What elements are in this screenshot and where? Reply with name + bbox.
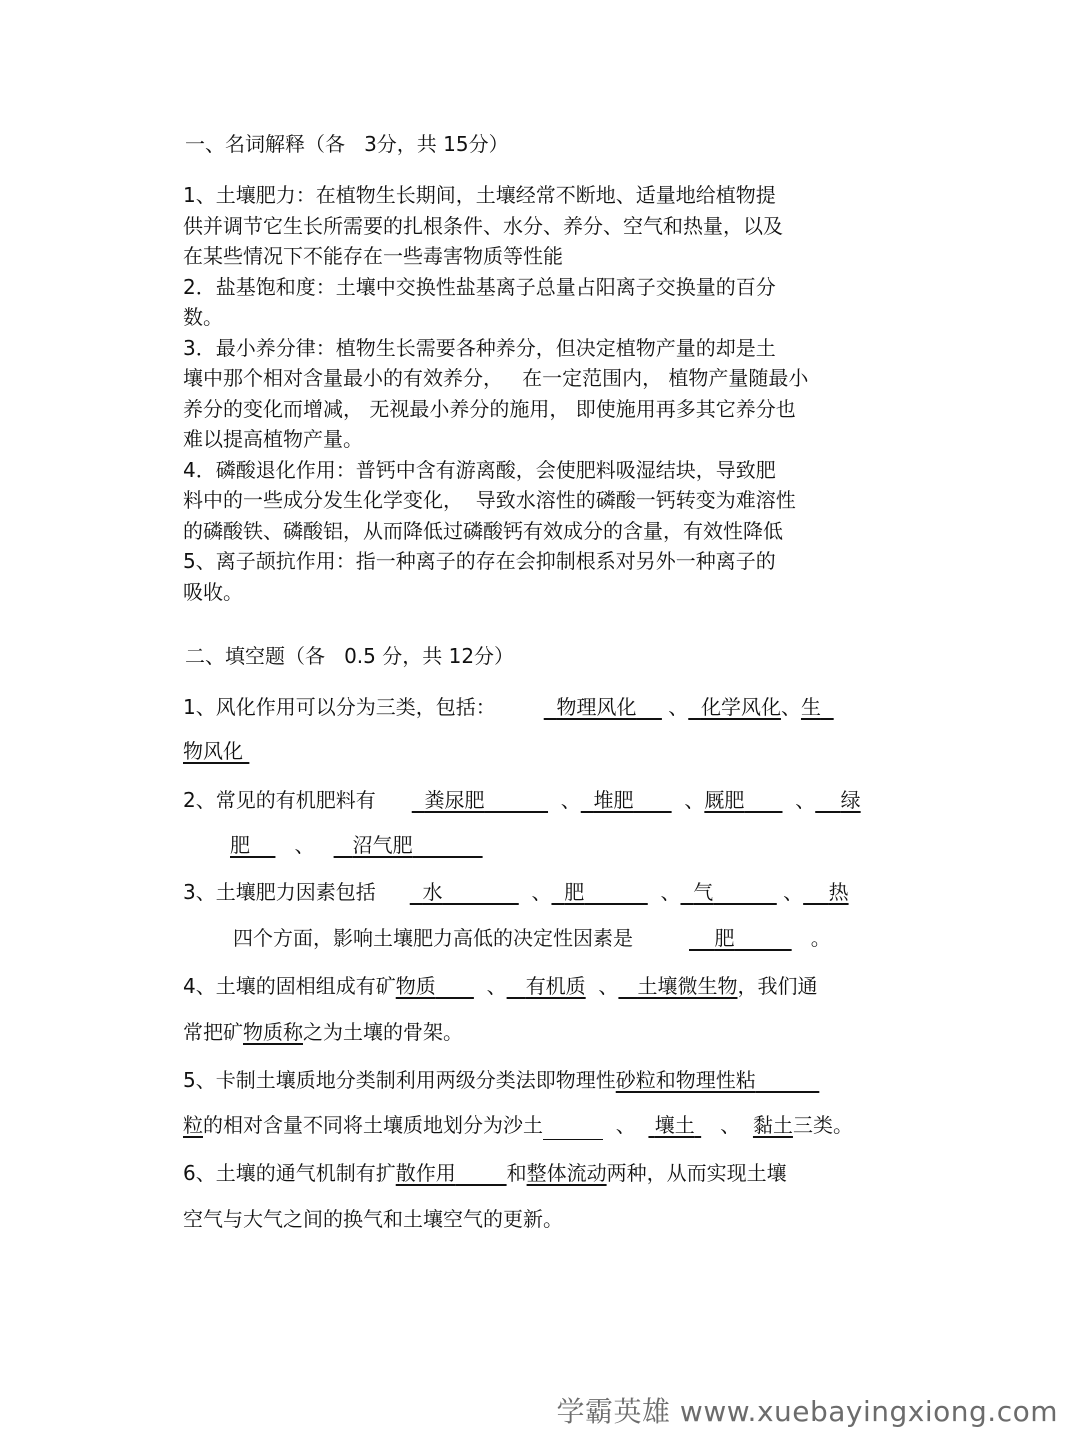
question-5-line-1: 5、卡制土壤质地分类制利用两级分类法即物理性砂粒和物理性粘 — [183, 1065, 819, 1095]
answer-3: 生 — [800, 695, 821, 719]
section2-heading: 二、填空题（各 0.5 分，共 12分） — [185, 644, 515, 668]
question-2-line-2: 肥 、 沼气肥 — [230, 830, 483, 860]
answer-1: 物理风化 — [556, 695, 637, 719]
question-1-line-2 — [183, 736, 249, 766]
answer-3: 气 — [693, 880, 714, 904]
answer-2: 化学风化 — [700, 695, 781, 719]
answer-1-cont: 粒 — [183, 1113, 203, 1137]
answer-3: 土壤微生物 — [637, 974, 738, 998]
answer-2: 有机质 — [525, 974, 586, 998]
definition-1 — [183, 180, 883, 607]
answer-2: 堆肥 — [593, 788, 634, 812]
question-6-line-2: 空气与大气之间的换气和土壤空气的更新。 — [183, 1207, 563, 1231]
answer-3: 黏土 — [752, 1113, 793, 1137]
answer-4: 物质称 — [243, 1020, 303, 1044]
question-3-line-2: 四个方面，影响土壤肥力高低的决定性因素是 肥 。 — [233, 926, 831, 950]
section1-heading: 一、名词解释（各 3分，共 15分） — [185, 132, 509, 156]
text-line: 吸收。 — [183, 579, 243, 604]
answer-2: 整体流动 — [526, 1161, 607, 1185]
question-4-line-2: 常把矿物质称之为土壤的骨架。 — [183, 1020, 463, 1044]
answer-5: 肥 — [714, 926, 735, 950]
answer-1: 水 — [422, 880, 443, 904]
text-line: 5、离子颉抗作用：指一种离子的存在会抑制根系对另外一种离子的 — [183, 549, 776, 573]
answer-2: 肥 — [564, 880, 585, 904]
text-line: 3．最小养分律：植物生长需要各种养分，但决定植物产量的却是土 — [183, 335, 776, 360]
answer-4-cont: 肥 — [230, 833, 250, 857]
text-line: 4．磷酸退化作用：普钙中含有游离酸，会使肥料吸湿结块，导致肥 — [183, 457, 776, 482]
text-line: 供并调节它生长所需要的扎根条件、水分、养分、空气和热量，以及 — [183, 213, 783, 238]
text-line: 2．盐基饱和度：土壤中交换性盐基离子总量占阳离子交换量的百分 — [183, 274, 776, 299]
question-1-line-1: 1、风化作用可以分为三类，包括： 物理风化 、 化学风化、生 — [183, 692, 834, 722]
text-line: 的磷酸铁、磷酸铝，从而降低过磷酸钙有效成分的含量，有效性降低 — [183, 518, 783, 543]
question-3-line-1: 3、土壤肥力因素包括 水 、 肥 、 气 、 热 — [183, 880, 849, 904]
text-line: 料中的一些成分发生化学变化， 导致水溶性的磷酸一钙转变为难溶性 — [183, 488, 796, 512]
answer-2: 壤土 — [654, 1113, 695, 1137]
question-2-line-1: 2、常见的有机肥料有 粪尿肥 、 堆肥 、厩肥 、 绿 — [183, 788, 861, 812]
question-5-line-2: 粒的相对含量不同将土壤质地划分为沙土 、 壤土 、 黏土三类。 — [183, 1110, 853, 1140]
answer-3: 厩肥 — [704, 788, 745, 812]
text-line: 壤中那个相对含量最小的有效养分， 在一定范围内， 植物产量随最小 — [183, 366, 809, 390]
answer-1: 粪尿肥 — [424, 788, 485, 812]
text-line: 数。 — [183, 305, 223, 329]
question-4-line-1: 4、土壤的固相组成有矿物质 、 有机质 、 土壤微生物，我们通 — [183, 974, 818, 998]
text-line: 养分的变化而增减， 无视最小养分的施用， 即使施用再多其它养分也 — [183, 396, 796, 421]
answer-5: 沼气肥 — [352, 833, 413, 857]
answer-4: 热 — [828, 880, 849, 904]
text-line: 1、土壤肥力：在植物生长期间，土壤经常不断地、适量地给植物提 — [183, 183, 776, 207]
answer-blank — [543, 1115, 603, 1140]
text-line: 在某些情况下不能存在一些毒害物质等性能 — [183, 244, 563, 268]
question-6-line-1: 6、土壤的通气机制有扩散作用 和整体流动两种，从而实现土壤 — [183, 1161, 787, 1185]
answer-1: 散作用 — [395, 1161, 456, 1185]
site-watermark: 学霸英雄 www.xuebayingxiong.com — [556, 1395, 1058, 1428]
text-line: 难以提高植物产量。 — [183, 427, 363, 451]
answer-3-cont: 物风化 — [183, 739, 243, 763]
answer-4: 绿 — [840, 788, 861, 812]
answer-1: 物质 — [395, 974, 436, 998]
answer-1: 砂粒和物理性粘 — [615, 1068, 756, 1092]
